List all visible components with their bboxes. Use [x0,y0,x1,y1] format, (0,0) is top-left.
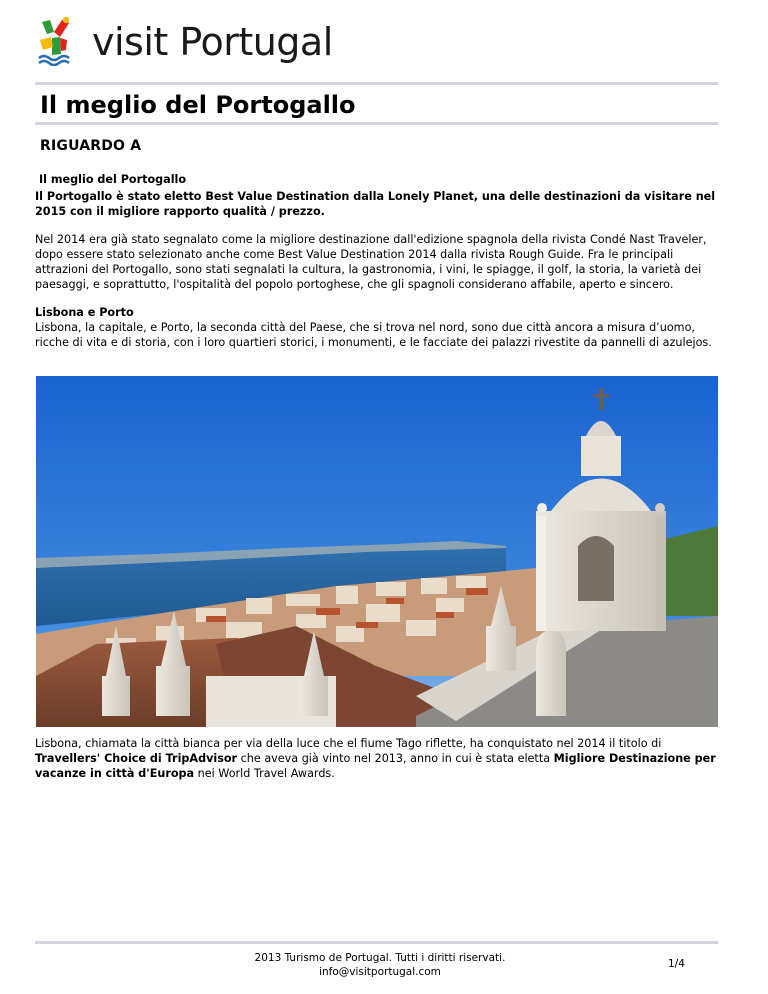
logo-wordmark: visit Portugal [92,20,333,64]
section-text: Lisbona, la capitale, e Porto, la seconda città del Paese, che si trova nel nord, sono due città ancora a misura d’uomo, ricche di vita e di storia, con i loro quartieri storici, i monumenti, e le facciate dei palazzi rivestite da pannelli di azulejos. [35,321,712,349]
title-divider [35,122,718,125]
header-divider [35,82,718,85]
caption-text-3: nei World Travel Awards. [194,767,335,780]
portugal-logo-icon [36,16,90,66]
article-paragraph: Nel 2014 era già stato segnalato come la migliore destinazione dall'edizione spagnola della rivista Condé Nast Traveler, dopo essere stato selezionato anche come Best Value Destination 2014 dalla rivista Rough Guide. Fra le principali attrazioni del Portogallo, sono stati segnalati la cultura, la gastronomia, i vini, le spiagge, il golf, la storia, la varietà dei paesaggi, e soprattutto, l'ospitalità del popolo portoghese, che gli spagnoli considerano affabile, aperto e sincero. [35,233,707,291]
caption-text-1: Lisbona, chiamata la città bianca per via della luce che el fiume Tago riflette, ha conquistato nel 2014 il titolo di [35,737,662,750]
caption-highlight-award: Migliore Destinazione per vacanze in città d'Europa [35,752,716,780]
footer-email-link[interactable]: info@visitportugal.com [319,966,441,978]
section-label: RIGUARDO A [40,138,142,154]
footer-info [210,951,550,979]
article-subtitle: Il meglio del Portogallo [39,173,187,186]
caption-highlight-tripadvisor: Travellers' Choice di TripAdvisor [35,752,238,765]
page-title: Il meglio del Portogallo [40,91,356,119]
section-heading: Lisbona e Porto [35,306,134,319]
lisbon-panorama-image [36,376,718,727]
footer-divider [35,941,718,944]
article-body [35,172,723,350]
article-section [35,305,723,350]
article-lead: Il Portogallo è stato eletto Best Value Destination dalla Lonely Planet, una delle destinazioni da visitare nel 2015 con il migliore rapporto qualità / prezzo. [35,190,716,218]
caption-text-2: che aveva già vinto nel 2013, anno in cui è stata eletta [237,752,554,765]
footer-copyright: 2013 Turismo de Portugal. Tutti i diritti riservati. [254,952,506,964]
image-caption [35,736,725,781]
page-number: 1/4 [668,958,685,970]
lisbon-photo-illustration [36,376,718,727]
visit-portugal-logo[interactable] [36,14,356,72]
